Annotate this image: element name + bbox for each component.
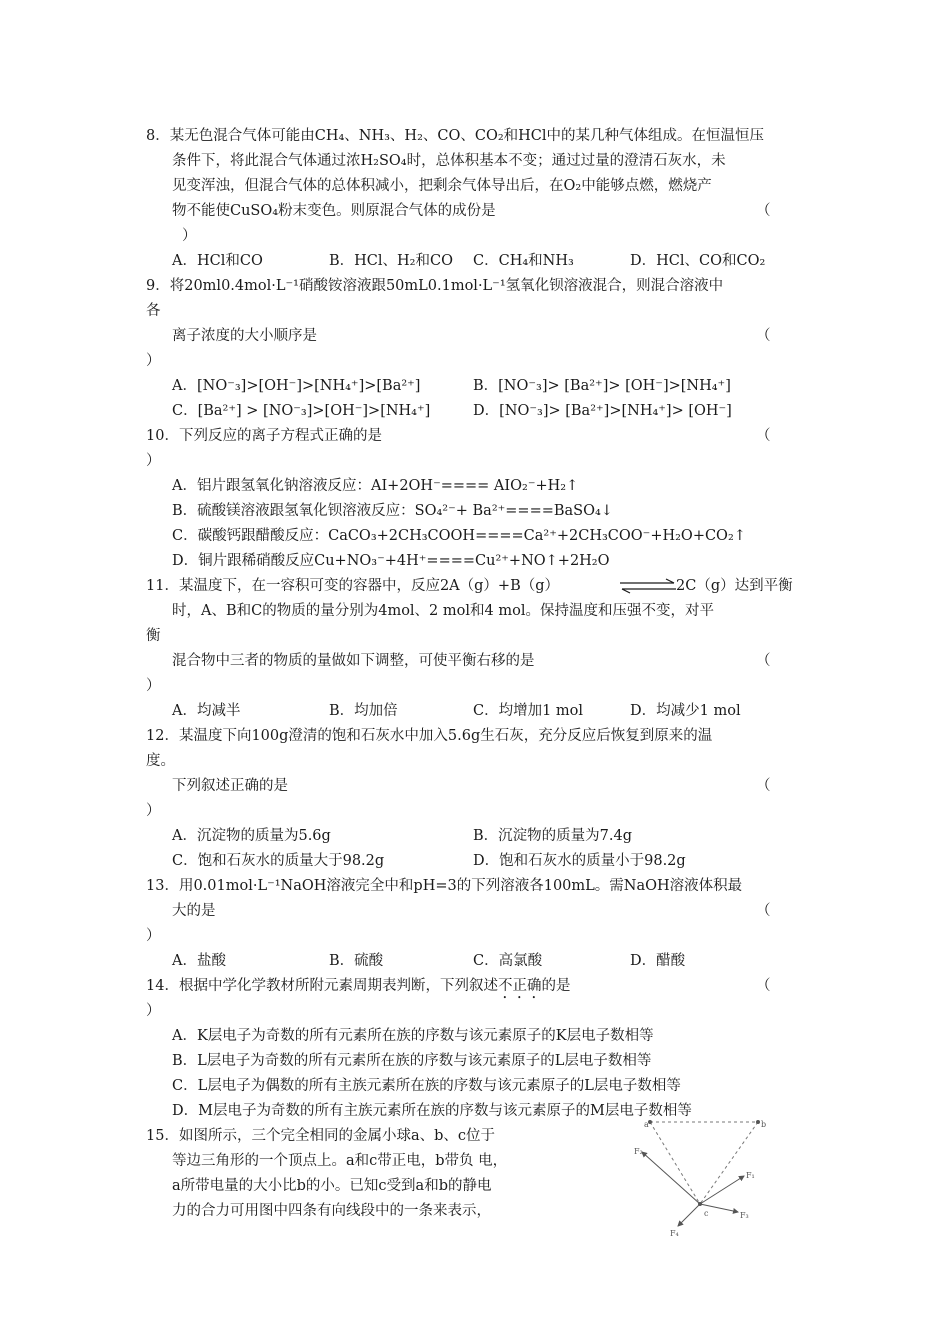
triangle-left-edge — [650, 1122, 700, 1204]
q10-option-c: C．碳酸钙跟醋酸反应：CaCO₃+2CH₃COOH====Ca²⁺+2CH₃COO⁻+H₂O+CO₂↑ — [172, 528, 746, 544]
q11-option-c: C．均增加1 mol — [473, 703, 584, 719]
label-f4: F₄ — [670, 1229, 679, 1238]
q13-answer-paren-open: （ — [756, 903, 771, 919]
q13-option-c: C．高氯酸 — [473, 953, 543, 969]
q12-line-2: 下列叙述正确的是 — [172, 778, 288, 794]
label-f1: F₁ — [746, 1171, 755, 1180]
q8-answer-paren-close: ） — [182, 228, 197, 244]
q13-answer-paren-close: ） — [146, 928, 161, 944]
label-f2: F₂ — [634, 1147, 643, 1156]
q11-option-d: D．均减少1 mol — [630, 703, 741, 719]
label-c: c — [704, 1209, 709, 1218]
q14-option-d: D．M层电子为奇数的所有主族元素所在族的序数与该元素原子的M层电子数相等 — [172, 1103, 692, 1119]
q8-answer-paren-open: （ — [756, 203, 771, 219]
q14-line-1b: 的是 — [541, 978, 571, 994]
q14-line-1 — [146, 976, 570, 1002]
q15-line-1: 15．如图所示，三个完全相同的金属小球a、b、c位于 — [146, 1128, 495, 1144]
q10-option-d: D．铜片跟稀硝酸反应Cu+NO₃⁻+4H⁺====Cu²⁺+NO↑+2H₂O — [172, 553, 610, 569]
q8-option-d: D．HCl、CO和CO₂ — [630, 253, 766, 269]
q8-option-b: B．HCl、H₂和CO — [329, 253, 453, 269]
force-f1-arrow — [700, 1176, 744, 1204]
label-a: a — [644, 1120, 649, 1129]
q15-line-3: a所带电量的大小比b的小。已知c受到a和b的静电 — [172, 1178, 492, 1194]
label-f3: F₃ — [740, 1211, 749, 1220]
force-f4-arrow — [678, 1204, 700, 1226]
q8-line-3: 见变浑浊，但混合气体的总体积减小，把剩余气体导出后，在O₂中能够点燃，燃烧产 — [172, 178, 712, 194]
q14-line-1a: 14．根据中学化学教材所附元素周期表判断，下列叙述 — [146, 978, 498, 994]
q12-line-1: 12．某温度下向100g澄清的饱和石灰水中加入5.6g生石灰，充分反应后恢复到原来的温 — [146, 728, 713, 744]
force-diagram — [630, 1118, 770, 1240]
q12-line-1-wrap: 度。 — [146, 753, 175, 769]
force-f2-arrow — [642, 1152, 700, 1204]
q14-answer-paren-open: （ — [756, 978, 771, 994]
q12-option-a: A．沉淀物的质量为5.6g — [172, 828, 331, 844]
q8-line-2: 条件下，将此混合气体通过浓H₂SO₄时，总体积基本不变；通过过量的澄清石灰水，未 — [172, 153, 726, 169]
q9-option-a: A．[NO⁻₃]>[OH⁻]>[NH₄⁺]>[Ba²⁺] — [172, 378, 421, 394]
q12-option-d: D．饱和石灰水的质量小于98.2g — [473, 853, 686, 869]
q9-option-c: C．[Ba²⁺] > [NO⁻₃]>[OH⁻]>[NH₄⁺] — [172, 403, 431, 419]
q12-option-c: C．饱和石灰水的质量大于98.2g — [172, 853, 385, 869]
q13-line-2: 大的是 — [172, 903, 216, 919]
q15-line-2: 等边三角形的一个顶点上。a和c带正电，b带负 电， — [172, 1153, 508, 1169]
q15-line-4: 力的合力可用图中四条有向线段中的一条来表示， — [172, 1203, 491, 1219]
q9-answer-paren-open: （ — [756, 328, 771, 344]
q11-line-2: 时，A、B和C的物质的量分别为4mol、2 mol和4 mol。保持温度和压强不变，对平 — [172, 603, 714, 619]
q13-option-a: A．盐酸 — [172, 953, 226, 969]
q11-option-a: A．均减半 — [172, 703, 241, 719]
q8-option-a: A．HCl和CO — [172, 253, 263, 269]
q14-option-a: A．K层电子为奇数的所有元素所在族的序数与该元素原子的K层电子数相等 — [172, 1028, 654, 1044]
q9-line-1: 9．将20ml0.4mol·L⁻¹硝酸铵溶液跟50mL0.1mol·L⁻¹氢氧化钡溶液混合，则混合溶液中 — [146, 278, 724, 294]
q10-option-b: B．硫酸镁溶液跟氢氧化钡溶液反应：SO₄²⁻+ Ba²⁺====BaSO₄↓ — [172, 503, 613, 519]
q8-option-c: C．CH₄和NH₃ — [473, 253, 574, 269]
q14-emphasized-not-correct: 不正确 — [497, 978, 542, 994]
q14-option-c: C．L层电子为偶数的所有主族元素所在族的序数与该元素原子的L层电子数相等 — [172, 1078, 681, 1094]
q11-line-1a: 11．某温度下，在一容积可变的容器中，反应2A（g）+B（g） — [146, 578, 560, 594]
q12-answer-paren-close: ） — [146, 803, 161, 819]
q8-line-4: 物不能使CuSO₄粉末变色。则原混合气体的成份是 — [172, 203, 496, 219]
label-b: b — [761, 1120, 767, 1129]
q12-answer-paren-open: （ — [756, 778, 771, 794]
q14-option-b: B．L层电子为奇数的所有元素所在族的序数与该元素原子的L层电子数相等 — [172, 1053, 652, 1069]
q8-line-1: 8．某无色混合气体可能由CH₄、NH₃、H₂、CO、CO₂和HCl中的某几种气体组成。在恒温恒压 — [146, 128, 765, 144]
q11-answer-paren-open: （ — [756, 653, 771, 669]
q12-option-b: B．沉淀物的质量为7.4g — [473, 828, 632, 844]
q13-line-1: 13．用0.01mol·L⁻¹NaOH溶液完全中和pH=3的下列溶液各100mL。需NaOH溶液体积最 — [146, 878, 743, 894]
q14-answer-paren-close: ） — [146, 1003, 161, 1019]
q11-line-2-wrap: 衡 — [146, 628, 161, 644]
q10-answer-paren-close: ） — [146, 453, 161, 469]
q11-line-1b: 2C（g）达到平衡 — [676, 578, 793, 594]
q9-option-d: D．[NO⁻₃]> [Ba²⁺]>[NH₄⁺]> [OH⁻] — [473, 403, 732, 419]
q10-answer-paren-open: （ — [756, 428, 771, 444]
q10-line-1: 10．下列反应的离子方程式正确的是 — [146, 428, 382, 444]
equilibrium-arrow-icon — [618, 578, 678, 594]
q11-line-3: 混合物中三者的物质的量做如下调整，可使平衡右移的是 — [172, 653, 535, 669]
q13-option-d: D．醋酸 — [630, 953, 686, 969]
q9-answer-paren-close: ） — [146, 353, 161, 369]
q10-option-a: A．铝片跟氢氧化钠溶液反应：AI+2OH⁻==== AIO₂⁻+H₂↑ — [172, 478, 579, 494]
q11-answer-paren-close: ） — [146, 678, 161, 694]
q9-option-b: B．[NO⁻₃]> [Ba²⁺]> [OH⁻]>[NH₄⁺] — [473, 378, 731, 394]
q13-option-b: B．硫酸 — [329, 953, 384, 969]
triangle-right-edge — [700, 1122, 758, 1204]
q9-line-2: 离子浓度的大小顺序是 — [172, 328, 317, 344]
ball-b — [756, 1120, 760, 1124]
q11-option-b: B．均加倍 — [329, 703, 398, 719]
q9-line-1-wrap: 各 — [146, 303, 161, 319]
